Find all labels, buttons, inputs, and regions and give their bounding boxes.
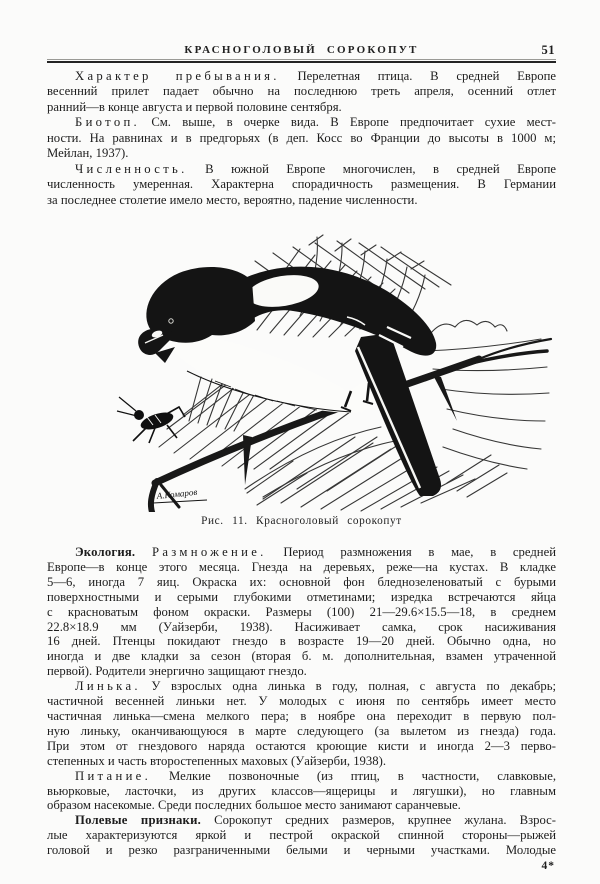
paragraph <box>47 679 556 768</box>
text-line: Полевые признаки. Сорокопут средних размеров, крупнее жулана. Взрос- <box>75 813 557 828</box>
paragraph <box>47 162 556 208</box>
text-line: вьюрковые, ласточки, из других классов—ящерицы и лягушки), но главным <box>47 783 556 798</box>
text-block-bottom <box>47 545 556 858</box>
artist-signature-text: А.Комаров <box>156 486 198 501</box>
text-line: частичной весенней линьки нет. У молодых с июня по сентябрь имеет место <box>47 694 556 709</box>
artist-signature <box>153 487 207 503</box>
text-line: поверхностными и серыми глубокими отметинами; изредка встречаются яйца <box>47 589 556 604</box>
run-in-heading-spaced: Питание. <box>75 768 152 783</box>
running-title: КРАСНОГОЛОВЫЙ СОРОКОПУТ <box>184 44 419 56</box>
text-block-top <box>47 69 556 208</box>
text-line: ности. На равнинах и в предгорьях (в деп. Косс во Франции до высоты в 1000 м; <box>47 130 556 145</box>
run-in-heading-bold: Экология. <box>75 545 136 559</box>
text-line: Мейлан, 1937). <box>47 146 129 161</box>
paragraph <box>47 769 556 814</box>
paragraph <box>47 545 556 679</box>
text-line: ную линьку, оканчивающуюся в марте следующего (за вылетом из гнезда) года. <box>47 723 556 738</box>
page-header <box>47 44 556 59</box>
text-line: весенний прилет падает обычно на последнюю треть апреля, осенний отлет <box>47 84 556 99</box>
run-in-heading-bold: Полевые признаки. <box>75 813 201 828</box>
run-in-heading-spaced: Линька. <box>75 679 141 694</box>
text-line: 5—6, иногда 7 яиц. Окраска их: основной фон бледнозеленоватый с бурыми <box>47 574 556 589</box>
paragraph <box>47 813 556 858</box>
impaled-insect <box>117 397 185 443</box>
figure <box>95 231 560 512</box>
figure-caption: Рис. 11. Красноголовый сорокопут <box>201 515 402 527</box>
text-line: При этом от гнездового наряда остаются кроющие кисти и иногда 2—3 перво- <box>47 738 556 753</box>
text-line: численность умеренная. Характерна спорадичность размещения. В Германии <box>47 177 556 192</box>
text-line: Европе—в конце этого месяца. Гнезда на деревьях, реже—на кустах. В кладке <box>47 559 556 574</box>
run-in-heading-spaced: Биотоп. <box>75 115 141 130</box>
text-line: иногда и две кладки за сезон (вторая б. м. дополнительная, взамен утраченной <box>47 649 556 664</box>
text-line: за последнее столетие имело место, вероятно, падение численности. <box>47 192 418 207</box>
text-line: первой). Родители энергично защищают гнездо. <box>47 664 307 679</box>
header-rule <box>47 59 556 63</box>
run-in-heading-spaced: Размножение. <box>152 545 267 559</box>
paragraph <box>47 69 556 115</box>
text-line: головой и резко разграниченными белыми и черными участками. Молодые <box>47 843 556 858</box>
text-line: лые характеризуются яркой и пестрой окраской спинной стороны—рыжей <box>47 828 556 843</box>
page-number: 51 <box>541 43 555 57</box>
text-line: Линька. У взрослых одна линька в году, полная, с августа по декабрь; <box>75 679 556 694</box>
thorn-icon <box>243 435 252 485</box>
text-line: 16 дней. Птенцы покидают гнездо в возрасте 19—20 дней. Обычно одна, но <box>47 634 556 649</box>
run-in-heading-spaced: Характер пребывания. <box>75 69 280 83</box>
text-line: Биотоп. См. выше, в очерке вида. В Европе предпочитает сухие мест- <box>75 115 557 130</box>
thorn-icon <box>433 375 457 421</box>
text-line: частичная линька—смена мелкого пера; в ноябре она переходит в первую пол- <box>47 708 556 723</box>
printers-signature-mark: 4* <box>541 860 555 872</box>
text-line: степенных и часть второстепенных маховых (Уайзерби, 1938). <box>47 753 386 768</box>
text-line: ранний—в конце августа и первой половине сентября. <box>47 99 342 114</box>
text-line: образом насекомые. Среди последних большое место занимают саранчевые. <box>47 798 461 813</box>
text-line: Численность. В южной Европе многочислен, в средней Европе <box>75 161 556 176</box>
paragraph <box>47 115 556 161</box>
shrike-illustration <box>95 231 560 512</box>
run-in-heading-spaced: Численность. <box>75 161 188 176</box>
text-line: Экология. Размножение. Период размножения в мае, в средней <box>75 545 557 559</box>
text-line: Питание. Мелкие позвоночные (из птиц, в частности, славковые, <box>75 768 556 783</box>
bird-tail <box>355 333 441 496</box>
text-line: 22.8×18.9 мм (Уайзерби, 1938). Насиживает самка, срок насиживания <box>47 619 556 634</box>
bird-breast <box>161 336 363 414</box>
text-line: с красноватым фоном окраски. Размеры (100) 21—29.6×15.5—18, в среднем <box>47 604 556 619</box>
text-line: Характер пребывания. Перелетная птица. В средней Европе <box>75 69 557 83</box>
